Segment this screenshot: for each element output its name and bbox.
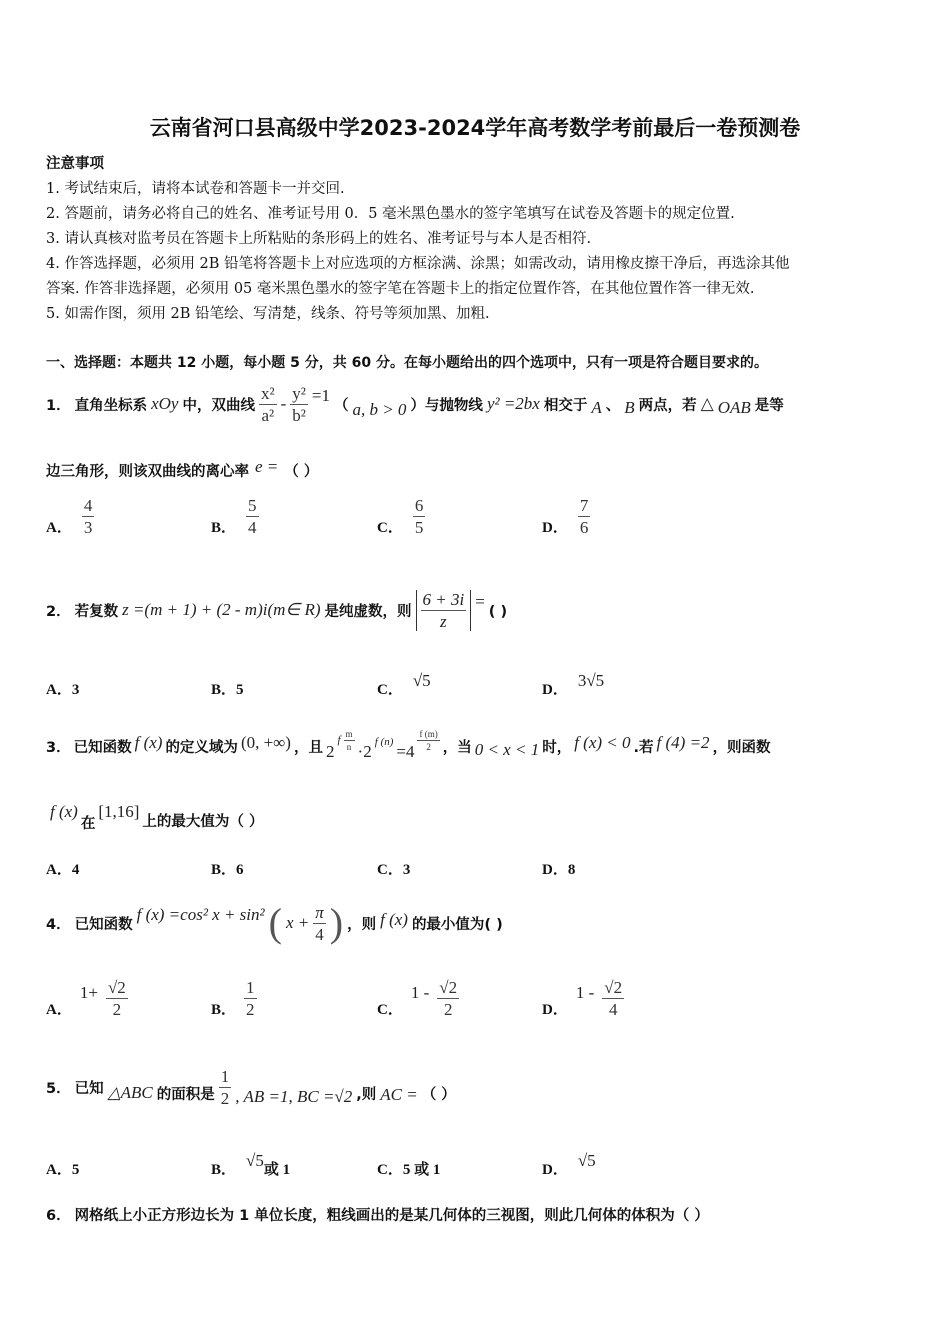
option-b[interactable]: B． √5或 1	[211, 1151, 291, 1178]
question-2: 2． 若复数 z =(m + 1) + (2 - m)i(m∈ R) 是纯虚数，则 $\frac{6 + 3i}{z}$ = ( )	[46, 589, 508, 631]
option-b[interactable]: B． $\frac{5}{4}$	[211, 496, 257, 537]
option-c[interactable]: C． $\frac{6}{5}$	[377, 496, 424, 537]
option-d[interactable]: D． 1 - $\frac{√2}{4}$	[542, 978, 623, 1019]
question-number: 1．	[46, 397, 71, 414]
notice-item-4: 4. 作答选择题，必须用 2B 铅笔将答题卡上对应选项的方框涂满、涂黑；如需改动，请用橡皮擦干净后，再选涂其他	[46, 256, 790, 272]
notice-item-2: 2. 答题前，请务必将自己的姓名、准考证号用 0．5 毫米黑色墨水的签字笔填写在试卷及答题卡的规定位置.	[46, 206, 735, 222]
question-1-options	[46, 496, 906, 544]
question-number: 2．	[46, 603, 71, 620]
question-number: 5．	[46, 1080, 71, 1097]
option-b[interactable]: B．6	[211, 862, 244, 878]
option-b[interactable]: B． $\frac{1}{2}$	[211, 978, 255, 1019]
option-d[interactable]: D． 3√5	[542, 671, 605, 698]
question-1: 1． 直角坐标系 xOy 中，双曲线 $\frac{\text{x²}}{\text{a²}}$ - $\frac{\text{y²}}{\text{b²}}$ =1 （ a, b > 0 ）与抛物线 y² =2bx 相交于 A 、 B 两点，若 △ OAB 是等	[46, 383, 784, 425]
question-3: 3． 已知函数 f (x) 的定义域为 (0, +∞) ，且 2 f $\frac{m}{n}$ ·2 f (n) =4 $\frac{f (m)}{2}$ ，当 0 < x < 1 时， f (x) < 0 .若 f (4) =2 ，则函数	[46, 728, 771, 761]
question-2-options	[46, 670, 906, 700]
option-a[interactable]: A．3	[46, 682, 80, 698]
option-a[interactable]: A． 1+ $\frac{√2}{2}$	[46, 978, 126, 1019]
notice-heading: 注意事项	[46, 156, 104, 172]
question-3-options	[46, 858, 906, 882]
option-d[interactable]: D．8	[542, 862, 576, 878]
option-c[interactable]: C． 1 - $\frac{√2}{2}$	[377, 978, 458, 1019]
page-title: 云南省河口县高级中学2023-2024学年高考数学考前最后一卷预测卷	[149, 116, 801, 140]
option-d[interactable]: D． $\frac{7}{6}$	[542, 496, 589, 537]
notice-item-4-cont: 答案. 作答非选择题，必须用 05 毫米黑色墨水的签字笔在答题卡上的指定位置作答，在其他位置作答一律无效.	[46, 281, 755, 297]
question-6: 6． 网格纸上小正方形边长为 1 单位长度，粗线画出的是某几何体的三视图，则此几何体的体积为（ ）	[46, 1204, 709, 1225]
question-5: 5． 已知 △ABC 的面积是 $\frac{1}{2}$ , AB =1, BC =√2 ,则 AC = （ ）	[46, 1066, 456, 1108]
option-a[interactable]: A．4	[46, 862, 80, 878]
question-5-options	[46, 1150, 906, 1180]
question-number: 4．	[46, 916, 71, 933]
option-a[interactable]: A．5	[46, 1162, 80, 1178]
question-number: 6．	[46, 1208, 71, 1224]
option-c[interactable]: C． √5	[377, 671, 431, 698]
notice-item-3: 3. 请认真核对监考员在答题卡上所粘贴的条形码上的姓名、准考证号与本人是否相符.	[46, 231, 592, 247]
fraction: $\frac{\text{x²}}{\text{a²}}$	[260, 383, 275, 425]
question-1-line-2: 边三角形，则该双曲线的离心率 e = （ ）	[46, 456, 319, 480]
absolute-value: $\frac{6 + 3i}{z}$	[416, 590, 472, 631]
question-number: 3．	[46, 739, 71, 756]
option-c[interactable]: C．3	[377, 862, 411, 878]
notice-item-5: 5. 如需作图，须用 2B 铅笔绘、写清楚，线条、符号等须加黑、加粗.	[46, 306, 490, 322]
section-heading: 一、选择题：本题共 12 小题，每小题 5 分，共 60 分。在每小题给出的四个选项中，只有一项是符合题目要求的。	[46, 355, 768, 371]
option-d[interactable]: D． √5	[542, 1151, 596, 1178]
question-4: 4． 已知函数 f (x) =cos² x + sin² ( x + $\frac{\pi}{4}$ ) ，则 f (x) 的最小值为( )	[46, 900, 503, 945]
option-b[interactable]: B．5	[211, 682, 244, 698]
question-3-line-2: f (x) 在 [1,16] 上的最大值为（ ）	[50, 802, 264, 832]
option-c[interactable]: C．5 或 1	[377, 1162, 441, 1178]
notice-item-1: 1. 考试结束后，请将本试卷和答题卡一并交回.	[46, 181, 345, 197]
question-4-options	[46, 978, 906, 1028]
fraction: $\frac{\text{y²}}{\text{b²}}$	[292, 383, 306, 425]
option-a[interactable]: A． $\frac{4}{3}$	[46, 496, 93, 537]
